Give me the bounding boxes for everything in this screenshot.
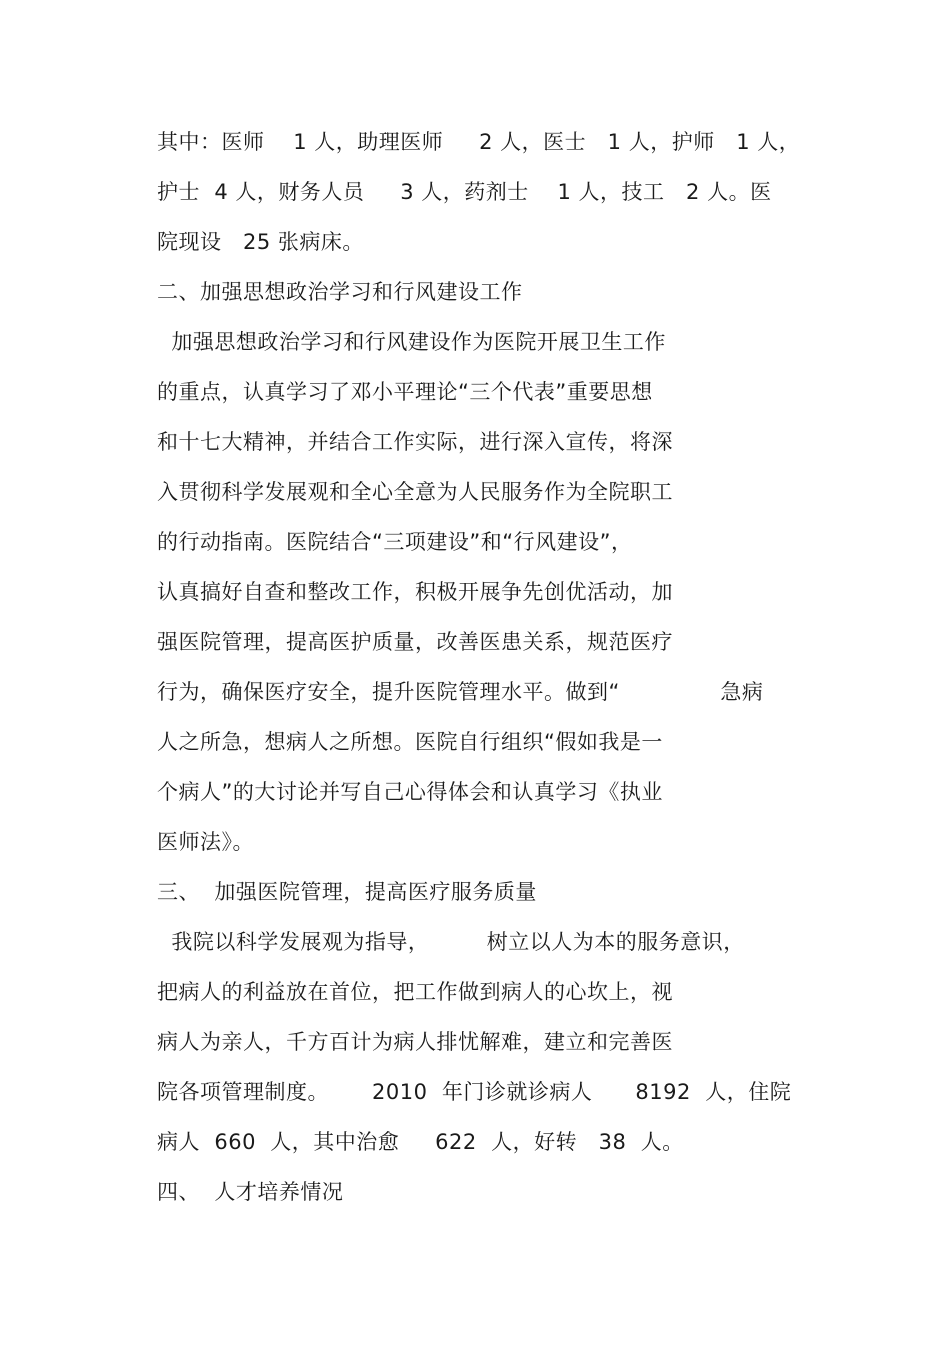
text-line: 的行动指南。医院结合“三项建设”和“行风建设”，	[157, 530, 633, 554]
text-line: 行为，确保医疗安全，提升医院管理水平。做到“ 急病	[157, 680, 764, 704]
text-line: 病人为亲人，千方百计为病人排忧解难，建立和完善医	[157, 1030, 673, 1054]
text-line: 和十七大精神，并结合工作实际，进行深入宣传，将深	[157, 430, 673, 454]
section-heading: 三、 加强医院管理，提高医疗服务质量	[157, 880, 537, 904]
text-line: 入贯彻科学发展观和全心全意为人民服务作为全院职工	[157, 480, 673, 504]
section-heading: 四、 人才培养情况	[157, 1180, 344, 1204]
text-line: 医师法》。	[157, 830, 254, 854]
text-line: 加强思想政治学习和行风建设作为医院开展卫生工作	[157, 330, 666, 354]
text-line: 院现设 25 张病床。	[157, 230, 364, 254]
text-line: 我院以科学发展观为指导， 树立以人为本的服务意识，	[157, 930, 745, 954]
text-line: 人之所急，想病人之所想。医院自行组织“假如我是一	[157, 730, 663, 754]
text-line: 认真搞好自查和整改工作，积极开展争先创优活动，加	[157, 580, 673, 604]
text-line: 院各项管理制度。 2010 年门诊就诊病人 8192 人，住院	[157, 1080, 792, 1104]
text-line: 病人 660 人，其中治愈 622 人，好转 38 人。	[157, 1130, 684, 1154]
text-line: 护士 4 人，财务人员 3 人，药剂士 1 人，技工 2 人。医	[157, 180, 772, 204]
text-line: 的重点，认真学习了邓小平理论“三个代表”重要思想	[157, 380, 653, 404]
section-heading: 二、加强思想政治学习和行风建设工作	[157, 280, 523, 304]
text-line: 其中：医师 1 人，助理医师 2 人，医士 1 人，护师 1 人，	[157, 130, 801, 154]
text-line: 把病人的利益放在首位，把工作做到病人的心坎上，视	[157, 980, 673, 1004]
text-line: 强医院管理，提高医护质量，改善医患关系，规范医疗	[157, 630, 673, 654]
text-line: 个病人”的大讨论并写自己心得体会和认真学习《执业	[157, 780, 663, 804]
